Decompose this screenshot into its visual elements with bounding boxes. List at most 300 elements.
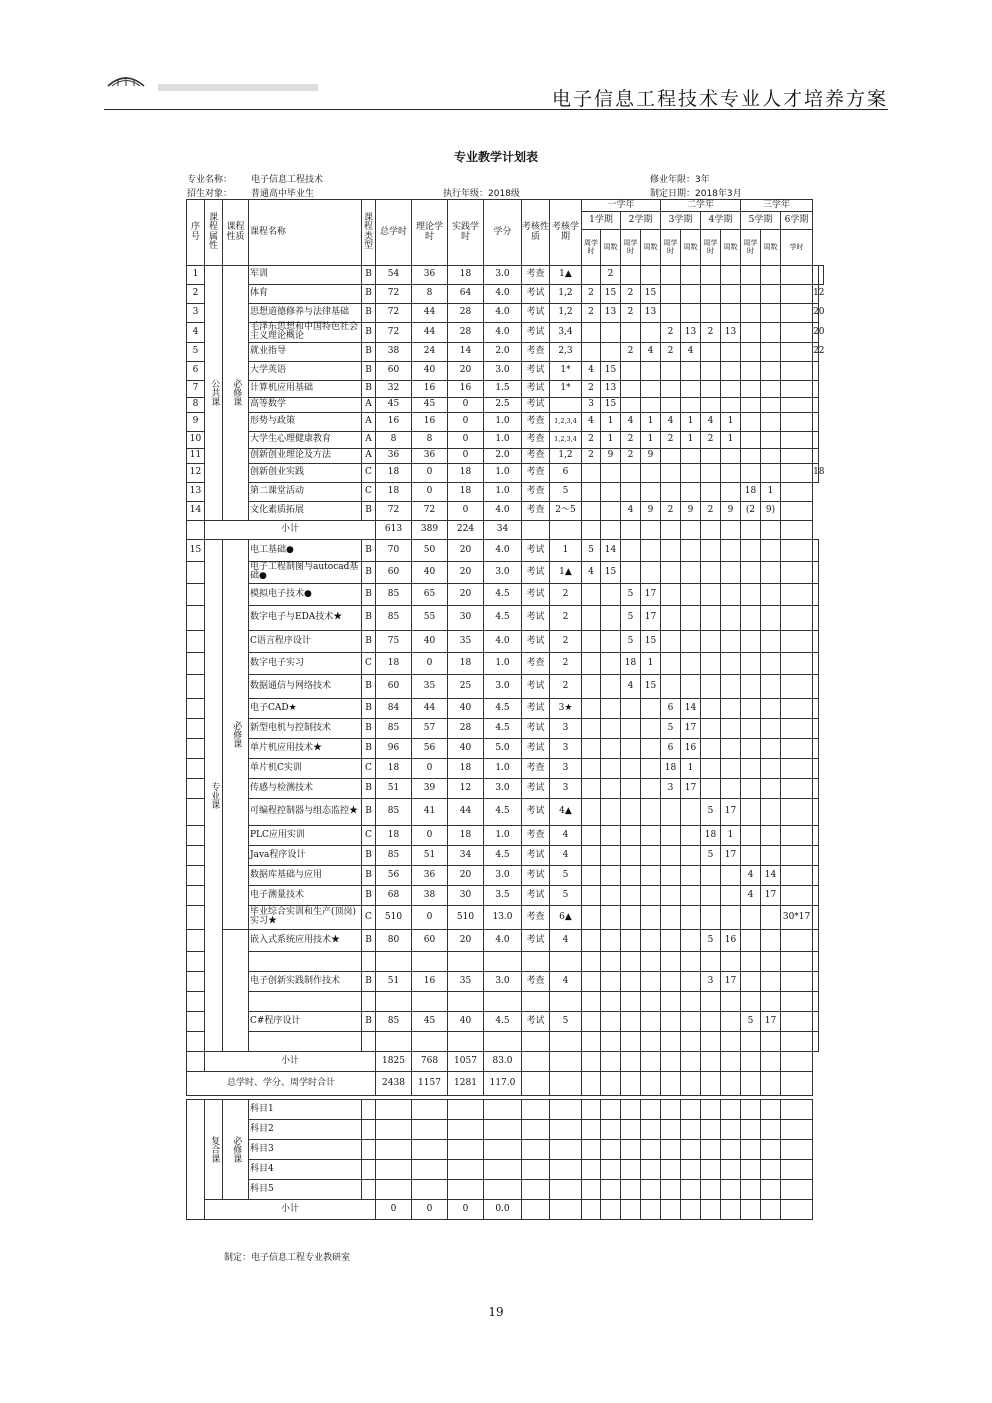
course-value: [621, 758, 641, 778]
table-cell: [522, 1199, 550, 1219]
course-value: [661, 951, 681, 971]
course-value: 18: [741, 482, 761, 501]
course-value: [701, 583, 721, 605]
course-value: [601, 630, 621, 652]
course-value: 1: [601, 431, 621, 448]
course-value: 3: [550, 718, 582, 738]
row-seq: [187, 951, 205, 971]
course-value: [681, 561, 701, 583]
course-value: 8: [412, 285, 448, 304]
enroll-value: 普通高中毕业生: [251, 189, 315, 199]
course-value: [661, 971, 681, 991]
course-value: 考查: [522, 463, 550, 482]
course-value: 28: [448, 323, 484, 343]
table-row: [187, 1099, 824, 1119]
head-exam-term: 考核学期: [550, 200, 582, 266]
course-value: 考查: [522, 652, 550, 674]
course-value: 4.0: [484, 539, 522, 561]
table-row: [187, 929, 824, 951]
course-value: 2: [550, 630, 582, 652]
course-name: [249, 845, 362, 865]
table-cell: [681, 1051, 701, 1071]
course-value: [601, 342, 621, 361]
course-value: 3,4: [550, 323, 582, 343]
course-name: 科目5: [249, 1179, 362, 1199]
course-value: 15: [641, 285, 661, 304]
course-value: 5: [661, 718, 681, 738]
course-value: 16: [681, 738, 701, 758]
course-value: [661, 991, 681, 1011]
course-value: [621, 380, 641, 397]
row-seq: 5: [187, 342, 205, 361]
course-value: [781, 361, 813, 380]
course-value: [448, 951, 484, 971]
course-value: [601, 583, 621, 605]
course-name-text: 单片机应用技术★: [250, 742, 323, 753]
course-value: C: [362, 905, 376, 929]
table-cell: [761, 1159, 781, 1179]
course-value: 1,2,3,4: [550, 431, 582, 448]
table-cell: [641, 1139, 661, 1159]
course-value: [813, 412, 818, 431]
course-value: 18: [376, 463, 412, 482]
course-value: 1: [550, 539, 582, 561]
course-value: [781, 605, 813, 630]
course-value: [621, 561, 641, 583]
course-value: [412, 991, 448, 1011]
course-value: 72: [412, 501, 448, 520]
course-value: [761, 971, 781, 991]
major-value: 电子信息工程技术: [251, 175, 324, 185]
table-cell: [550, 1179, 582, 1199]
course-value: [781, 778, 813, 798]
course-value: [761, 758, 781, 778]
row-seq: [187, 905, 205, 929]
table-cell: [721, 1071, 741, 1095]
course-value: [621, 738, 641, 758]
course-value: [641, 971, 661, 991]
course-value: 17: [681, 718, 701, 738]
table-cell: [813, 1011, 818, 1031]
table-cell: [813, 929, 818, 951]
course-value: 20: [448, 929, 484, 951]
table-cell: [522, 1051, 550, 1071]
course-value: [741, 539, 761, 561]
course-value: 4: [741, 865, 761, 885]
course-value: [681, 397, 701, 412]
table-cell: [550, 1199, 582, 1219]
subtotal-value: 34: [484, 520, 522, 539]
row-seq: 7: [187, 380, 205, 397]
course-value: [701, 380, 721, 397]
course-value: 1: [681, 758, 701, 778]
course-value: 96: [376, 738, 412, 758]
course-value: 考试: [522, 397, 550, 412]
table-cell: [701, 520, 721, 539]
course-value: 17: [761, 885, 781, 905]
course-value: [741, 738, 761, 758]
course-value: 17: [721, 971, 741, 991]
table-cell: [741, 1159, 761, 1179]
course-value: [813, 431, 818, 448]
course-name: 形势与政策: [249, 412, 362, 431]
table-row: [187, 674, 824, 698]
course-name: [249, 865, 362, 885]
course-value: 4: [550, 825, 582, 845]
course-value: 45: [412, 397, 448, 412]
course-value: [761, 605, 781, 630]
course-value: [641, 482, 661, 501]
table-cell: [550, 1051, 582, 1071]
course-value: 12: [813, 285, 818, 304]
teaching-plan-table: [186, 199, 824, 1220]
course-value: [741, 630, 761, 652]
table-cell: [813, 698, 818, 718]
course-value: 40: [448, 1011, 484, 1031]
course-value: 9: [641, 448, 661, 463]
course-value: [721, 380, 741, 397]
course-value: [621, 397, 641, 412]
course-value: [761, 905, 781, 929]
subtotal-row: [187, 1051, 824, 1071]
course-value: 5: [550, 885, 582, 905]
course-value: [741, 285, 761, 304]
course-value: [721, 605, 741, 630]
course-value: 考查: [522, 482, 550, 501]
table-cell: [701, 1119, 721, 1139]
course-value: C: [362, 463, 376, 482]
grand-total-value: 117.0: [484, 1071, 522, 1095]
course-value: [681, 630, 701, 652]
table-row: [187, 885, 824, 905]
course-value: 40: [412, 630, 448, 652]
course-value: [621, 698, 641, 718]
course-name-text: 电工基础●: [250, 544, 294, 555]
course-value: [818, 266, 823, 285]
course-value: [741, 323, 761, 343]
course-value: [582, 778, 601, 798]
course-value: [681, 605, 701, 630]
table-cell: [187, 1051, 205, 1071]
table-cell: [721, 1051, 741, 1071]
course-value: [601, 1011, 621, 1031]
course-value: 3: [550, 738, 582, 758]
course-value: [781, 285, 813, 304]
course-value: 40: [448, 698, 484, 718]
course-value: [721, 885, 741, 905]
table-cell: [362, 1179, 376, 1199]
table-cell: [661, 1119, 681, 1139]
table-cell: [661, 1179, 681, 1199]
head-weekly-hours: 周学时: [661, 230, 681, 266]
course-value: [781, 951, 813, 971]
course-value: 4.5: [484, 605, 522, 630]
course-value: 1,2: [550, 285, 582, 304]
table-cell: [641, 1099, 661, 1119]
course-value: [721, 266, 741, 285]
course-value: [701, 1031, 721, 1051]
subtotal-label: 小计: [205, 520, 376, 539]
table-cell: [362, 1119, 376, 1139]
table-cell: [550, 520, 582, 539]
course-value: B: [362, 361, 376, 380]
course-value: 1▲: [550, 561, 582, 583]
course-value: 2: [701, 431, 721, 448]
course-value: [701, 605, 721, 630]
table-row: [187, 1139, 824, 1159]
table-cell: [582, 1119, 601, 1139]
course-value: [781, 342, 813, 361]
course-name: [249, 605, 362, 630]
course-value: [761, 951, 781, 971]
head-term-3: 3学期: [661, 212, 701, 230]
course-value: 14: [761, 865, 781, 885]
table-cell: [781, 1199, 813, 1219]
course-value: 36: [412, 448, 448, 463]
course-name: 大学生心理健康教育: [249, 431, 362, 448]
table-cell: [484, 1119, 522, 1139]
subtotal-label: 小计: [205, 1051, 376, 1071]
course-value: 1: [641, 412, 661, 431]
course-value: 30: [448, 605, 484, 630]
course-value: [701, 342, 721, 361]
course-value: [641, 561, 661, 583]
course-value: [721, 448, 741, 463]
course-value: 56: [376, 865, 412, 885]
table-cell: [781, 1099, 813, 1119]
table-cell: [781, 1119, 813, 1139]
course-value: 20: [448, 561, 484, 583]
course-value: [741, 361, 761, 380]
course-name-text: 电子测量技术: [250, 889, 305, 900]
course-value: 4: [582, 561, 601, 583]
table-cell: [721, 1099, 741, 1119]
course-name: [249, 905, 362, 929]
course-value: 6▲: [550, 905, 582, 929]
course-value: [781, 561, 813, 583]
course-value: 考试: [522, 380, 550, 397]
table-row: [187, 971, 824, 991]
course-value: [601, 865, 621, 885]
row-seq: [187, 583, 205, 605]
course-name-text: 嵌入式系统应用技术★: [250, 934, 341, 945]
table-row: [187, 825, 824, 845]
course-value: 40: [412, 361, 448, 380]
course-value: 13: [601, 380, 621, 397]
row-seq: [187, 718, 205, 738]
course-value: 考查: [522, 266, 550, 285]
row-seq: [187, 825, 205, 845]
table-cell: [550, 1071, 582, 1095]
course-value: [701, 361, 721, 380]
course-value: [601, 698, 621, 718]
course-value: [681, 583, 701, 605]
course-value: [741, 561, 761, 583]
course-value: [741, 905, 761, 929]
course-name-text: 单片机C实训: [250, 762, 302, 773]
subtotal-value: 0: [448, 1199, 484, 1219]
course-value: [681, 304, 701, 323]
course-value: [813, 397, 818, 412]
course-value: B: [362, 845, 376, 865]
course-value: [681, 825, 701, 845]
course-value: 4.0: [484, 304, 522, 323]
course-value: 4.0: [484, 929, 522, 951]
course-value: 14: [601, 539, 621, 561]
course-value: 4: [641, 342, 661, 361]
course-value: [681, 674, 701, 698]
course-value: 1▲: [550, 266, 582, 285]
course-value: 1.0: [484, 758, 522, 778]
course-value: 28: [448, 718, 484, 738]
course-value: 考试: [522, 738, 550, 758]
course-value: 18: [661, 758, 681, 778]
table-cell: [601, 1099, 621, 1119]
course-name: [249, 991, 362, 1011]
table-row: [187, 865, 824, 885]
course-value: [741, 342, 761, 361]
course-name-text: 电子工程制图与autocad基础●: [250, 561, 359, 582]
course-value: [781, 448, 813, 463]
course-value: 4.5: [484, 698, 522, 718]
course-value: [781, 758, 813, 778]
exec-grade: 执行年级：2018级: [443, 189, 520, 199]
course-value: [721, 718, 741, 738]
table-row: [187, 652, 824, 674]
table-cell: [761, 1071, 781, 1095]
course-value: 40: [448, 738, 484, 758]
course-value: 1: [641, 431, 661, 448]
course-value: [641, 905, 661, 929]
head-term-4: 4学期: [701, 212, 741, 230]
course-value: [701, 630, 721, 652]
table-row: [187, 630, 824, 652]
course-value: 8: [376, 431, 412, 448]
enroll-label: 招生对象：: [187, 189, 233, 199]
row-seq: 14: [187, 501, 205, 520]
course-value: [701, 758, 721, 778]
course-value: [781, 991, 813, 1011]
course-value: [681, 1031, 701, 1051]
table-cell: [813, 630, 818, 652]
course-value: [761, 845, 781, 865]
course-value: [761, 397, 781, 412]
table-row: [187, 323, 824, 343]
course-value: [582, 605, 601, 630]
table-cell: [813, 758, 818, 778]
table-cell: [376, 1139, 412, 1159]
row-seq: [187, 738, 205, 758]
course-value: 2: [661, 323, 681, 343]
group-major-required: 必修课: [223, 539, 249, 929]
table-cell: [681, 1071, 701, 1095]
course-value: 4: [661, 412, 681, 431]
subtotal-value: 768: [412, 1051, 448, 1071]
course-value: 44: [412, 304, 448, 323]
table-cell: [522, 1119, 550, 1139]
head-weekly-hours: 周学时: [701, 230, 721, 266]
course-value: 1.5: [484, 380, 522, 397]
subtotal-row: [187, 520, 824, 539]
course-value: 3★: [550, 698, 582, 718]
course-value: [621, 798, 641, 825]
table-cell: [621, 520, 641, 539]
course-value: 4.5: [484, 845, 522, 865]
table-cell: [741, 1179, 761, 1199]
course-value: [781, 798, 813, 825]
table-cell: [582, 1099, 601, 1119]
course-value: [681, 905, 701, 929]
course-value: [601, 463, 621, 482]
row-seq: [187, 758, 205, 778]
course-value: 0: [448, 412, 484, 431]
table-row: [187, 718, 824, 738]
group-required: 必修课: [223, 266, 249, 521]
course-value: 5: [582, 539, 601, 561]
document-title: 专业教学计划表: [453, 150, 538, 164]
course-value: 14: [448, 342, 484, 361]
course-name: [249, 798, 362, 825]
course-value: 考试: [522, 798, 550, 825]
head-theory: 理论学时: [412, 200, 448, 266]
course-value: [761, 698, 781, 718]
course-value: [741, 758, 761, 778]
course-value: [582, 1031, 601, 1051]
table-cell: [187, 1099, 205, 1219]
course-value: 考查: [522, 825, 550, 845]
course-value: 44: [412, 323, 448, 343]
course-value: [621, 1011, 641, 1031]
course-value: [781, 380, 813, 397]
course-value: 3: [701, 971, 721, 991]
course-value: 18: [376, 482, 412, 501]
course-value: [661, 605, 681, 630]
table-cell: [813, 539, 818, 561]
course-value: [701, 397, 721, 412]
row-seq: 11: [187, 448, 205, 463]
course-value: 13: [721, 323, 741, 343]
course-value: [582, 583, 601, 605]
course-value: [761, 929, 781, 951]
table-cell: [761, 520, 781, 539]
table-row: [187, 845, 824, 865]
table-cell: [701, 1071, 721, 1095]
course-value: [813, 448, 818, 463]
course-value: 考试: [522, 865, 550, 885]
course-value: 4.5: [484, 718, 522, 738]
course-value: [741, 448, 761, 463]
course-value: [601, 951, 621, 971]
course-value: [601, 798, 621, 825]
course-value: 3.0: [484, 865, 522, 885]
table-cell: [761, 1119, 781, 1139]
course-value: 13: [601, 304, 621, 323]
course-value: 考试: [522, 1011, 550, 1031]
course-value: [681, 285, 701, 304]
course-value: [582, 951, 601, 971]
table-cell: [448, 1179, 484, 1199]
table-cell: [813, 605, 818, 630]
course-value: 44: [412, 698, 448, 718]
course-value: [781, 674, 813, 698]
table-cell: [721, 1199, 741, 1219]
course-name-text: 传感与检测技术: [250, 782, 314, 793]
course-value: 20: [448, 361, 484, 380]
course-value: [661, 463, 681, 482]
course-value: [641, 885, 661, 905]
table-cell: [813, 718, 818, 738]
course-value: 5: [741, 1011, 761, 1031]
